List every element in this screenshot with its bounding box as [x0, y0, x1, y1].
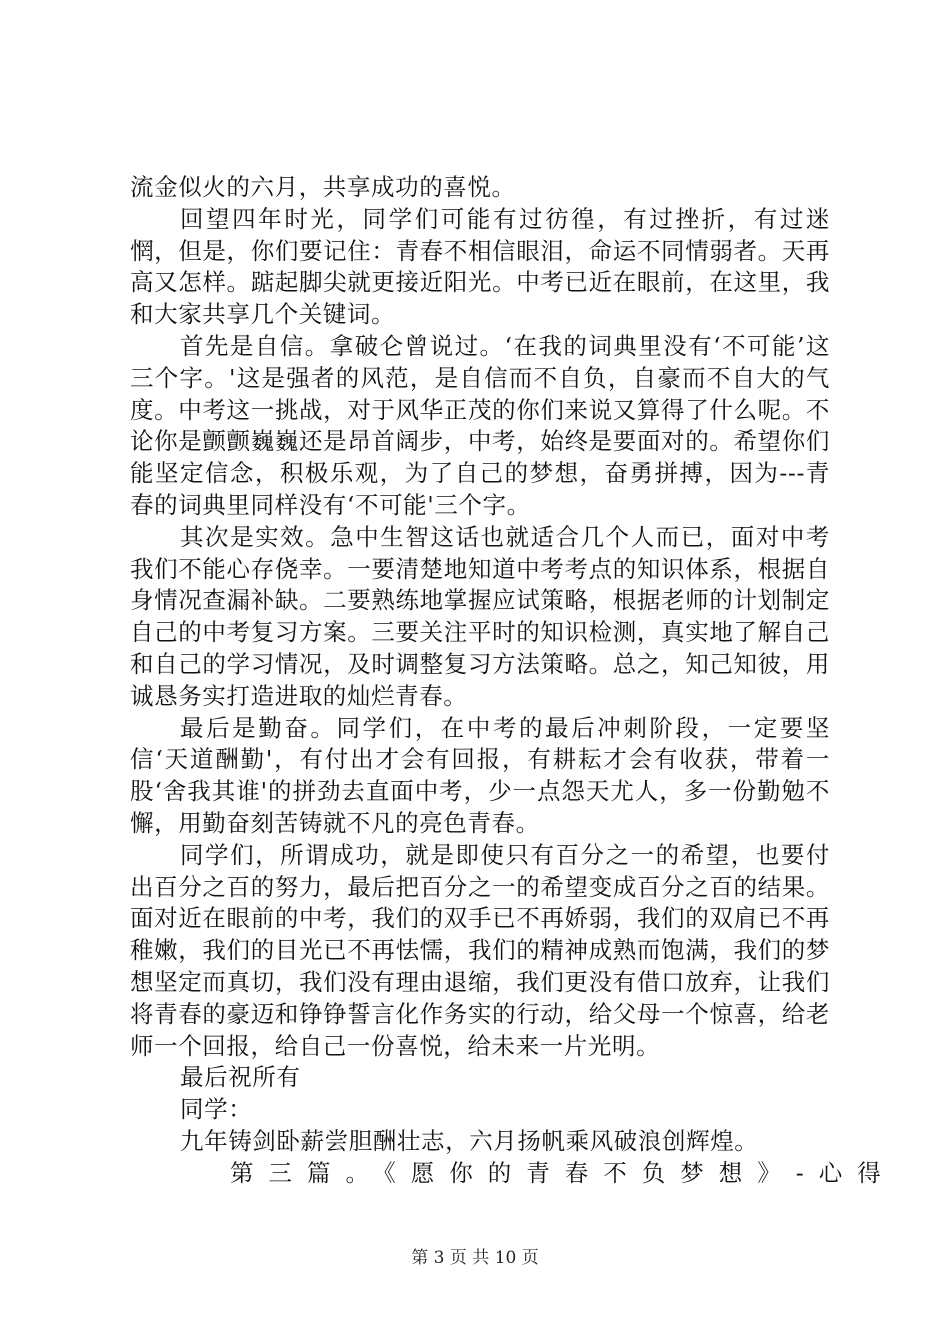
paragraph-looking-back: 回望四年时光，同学们可能有过彷徨，有过挫折，有过迷惘，但是，你们要记住：青春不相信眼泪，命运不同情弱者。天再高又怎样。踮起脚尖就更接近阳光。中考已近在眼前，在这里，我和大家共享几个关键词。: [130, 204, 830, 329]
paragraph-wish-line-1: 最后祝所有: [180, 1063, 301, 1092]
document-body: [130, 172, 896, 1190]
paragraph-wish-line-2: 同学：: [180, 1095, 253, 1124]
paragraph-couplet: 九年铸剑卧薪尝胆酬壮志，六月扬帆乘风破浪创辉煌。: [180, 1126, 759, 1155]
page-number-footer: 第 3 页 共 10 页: [411, 1248, 539, 1268]
paragraph-effectiveness: 其次是实效。急中生智这话也就适合几个人而已，面对中考我们不能心存侥幸。一要清楚地知道中考考点的知识体系，根据自身情况查漏补缺。二要熟练地掌握应试策略，根据老师的计划制定自己的中考复习方案。三要关注平时的知识检测，真实地了解自己和自己的学习情况，及时调整复习方法策略。总之，知己知彼，用诚恳务实打造进取的灿烂青春。: [130, 522, 830, 710]
paragraph-success: 同学们，所谓成功，就是即使只有百分之一的希望，也要付出百分之百的努力，最后把百分之一的希望变成百分之百的结果。面对近在眼前的中考，我们的双手已不再娇弱，我们的双肩已不再稚嫩，我们的目光已不再怯懦，我们的精神成熟而饱满，我们的梦想坚定而真切，我们没有理由退缩，我们更没有借口放弃，让我们将青春的豪迈和铮铮誓言化作务实的行动，给父母一个惊喜，给老师一个回报，给自己一份喜悦，给未来一片光明。: [130, 840, 830, 1060]
paragraph-opening: 流金似火的六月，共享成功的喜悦。: [130, 173, 516, 201]
paragraph-diligence: 最后是勤奋。同学们，在中考的最后冲刺阶段，一定要坚信‘天道酬勤'，有付出才会有回报，有耕耘才会有收获，带着一股‘舍我其谁'的拼劲去直面中考，少一点怨天尤人，多一份勤勉不懈，用勤奋刻苦铸就不凡的亮色青春。: [130, 713, 830, 837]
paragraph-confidence: 首先是自信。拿破仑曾说过。‘在我的词典里没有‘不可能’这三个字。'这是强者的风范，是自信而不自负，自豪而不自大的气度。中考这一挑战，对于风华正茂的你们来说又算得了什么呢。不论你是颤颤巍巍还是昂首阔步，中考，始终是要面对的。希望你们能坚定信念，积极乐观，为了自己的梦想，奋勇拼搏，因为---青春的词典里同样没有‘不可能'三个字。: [130, 331, 830, 519]
section-heading: 第三篇。《愿你的青春不负梦想》-心得: [230, 1158, 896, 1187]
